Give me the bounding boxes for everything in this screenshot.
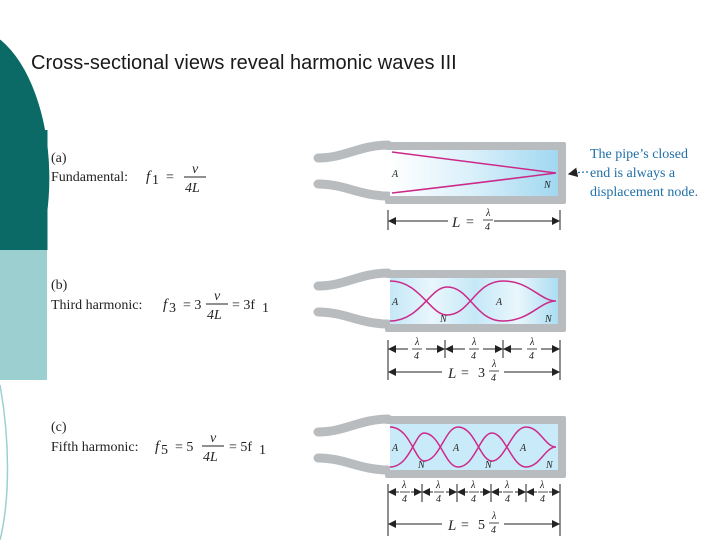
svg-text:4: 4 (505, 494, 510, 505)
svg-text:5: 5 (478, 518, 485, 533)
svg-text:4L: 4L (207, 308, 222, 323)
svg-text:v: v (214, 289, 221, 304)
svg-text:3: 3 (169, 301, 176, 316)
slide-title: Cross-sectional views reveal harmonic waves III (31, 52, 457, 74)
svg-text:4: 4 (491, 525, 496, 536)
svg-text:L: L (448, 366, 457, 382)
panel-letter-b: (b) (51, 278, 68, 293)
equals-a: = (166, 170, 174, 185)
svg-text:4: 4 (540, 494, 545, 505)
quarter-dims-c (388, 480, 560, 536)
svg-text:λ: λ (415, 337, 420, 348)
svg-text:N: N (440, 314, 447, 325)
panel-fundamental (51, 142, 698, 233)
length-equals-a: = (466, 215, 474, 230)
svg-text:N: N (485, 460, 492, 471)
antinode-label-a: A (392, 169, 399, 180)
svg-text:λ: λ (486, 208, 491, 219)
panel-label-b: Third harmonic: (51, 298, 143, 313)
svg-text:1: 1 (259, 443, 266, 458)
left-decoration (0, 40, 49, 540)
svg-text:λ: λ (492, 511, 497, 522)
air-column-a (390, 150, 560, 196)
svg-text:4: 4 (414, 351, 419, 362)
teal-light-block (0, 250, 47, 380)
svg-text:λ: λ (505, 480, 510, 491)
svg-text:4: 4 (436, 494, 441, 505)
mouthpiece-bottom-a (318, 184, 388, 196)
svg-text:=: = (461, 518, 469, 533)
note-arrow (569, 172, 588, 174)
svg-text:= 5: = 5 (175, 440, 194, 455)
svg-text:A: A (496, 297, 503, 308)
svg-text:λ: λ (402, 480, 407, 491)
svg-text:A: A (520, 443, 527, 454)
pipe-closed-end-a (558, 142, 566, 204)
svg-text:N: N (545, 314, 552, 325)
note-line-1: The pipe’s closed (590, 147, 688, 162)
svg-text:λ: λ (471, 480, 476, 491)
svg-text:3: 3 (478, 366, 485, 381)
svg-text:1: 1 (262, 301, 269, 316)
svg-text:4: 4 (491, 373, 496, 384)
panel-letter-a: (a) (51, 151, 67, 166)
svg-text:λ: λ (472, 337, 477, 348)
svg-text:N: N (546, 460, 553, 471)
svg-text:A: A (453, 443, 460, 454)
pipe-bottom-a (385, 196, 565, 204)
svg-text:= 5f: = 5f (229, 440, 253, 455)
svg-text:N: N (418, 460, 425, 471)
svg-text:L: L (448, 518, 457, 534)
freq-sub-a: 1 (152, 173, 159, 188)
svg-text:4: 4 (529, 351, 534, 362)
svg-text:4: 4 (471, 351, 476, 362)
panel-fifth-harmonic (51, 416, 566, 536)
svg-text:= 3: = 3 (183, 298, 202, 313)
svg-text:A: A (392, 443, 399, 454)
fraction-num-a: v (192, 162, 199, 177)
svg-text:v: v (210, 431, 217, 446)
panel-third-harmonic (51, 270, 566, 384)
svg-text:f: f (155, 439, 160, 455)
svg-text:4: 4 (485, 222, 490, 233)
svg-text:4: 4 (471, 494, 476, 505)
note-line-3: displacement node. (590, 185, 699, 200)
fraction-den-a: 4L (185, 181, 200, 196)
svg-text:=: = (461, 366, 469, 381)
svg-text:λ: λ (540, 480, 545, 491)
svg-text:A: A (392, 297, 399, 308)
freq-symbol-a: f (146, 169, 151, 185)
svg-text:λ: λ (436, 480, 441, 491)
svg-text:λ: λ (530, 337, 535, 348)
panel-label-a: Fundamental: (51, 170, 128, 185)
svg-text:4L: 4L (203, 450, 218, 465)
mouthpiece-top-a (318, 145, 388, 158)
panel-letter-c: (c) (51, 420, 67, 435)
panel-label-c: Fifth harmonic: (51, 440, 139, 455)
svg-text:5: 5 (161, 443, 168, 458)
length-symbol-a: L (452, 215, 461, 231)
svg-text:= 3f: = 3f (232, 298, 256, 313)
note-line-2: end is always a (590, 166, 676, 181)
node-label-a: N (544, 180, 551, 191)
svg-text:λ: λ (492, 359, 497, 370)
pipe-top-a (385, 142, 565, 150)
svg-text:4: 4 (402, 494, 407, 505)
svg-text:f: f (163, 297, 168, 313)
